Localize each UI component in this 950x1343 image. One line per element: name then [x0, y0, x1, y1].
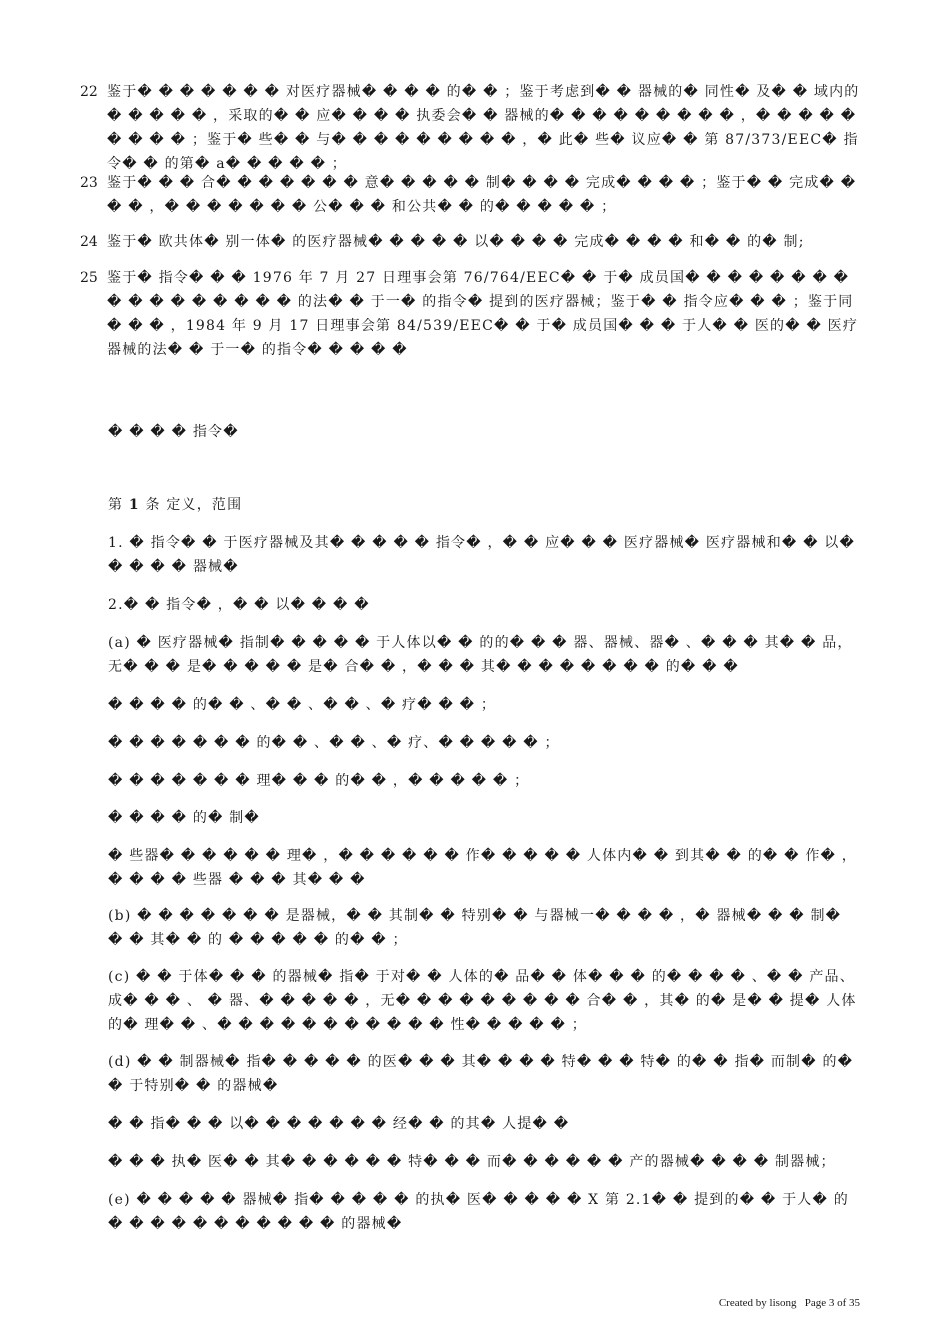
- footer-author: Created by lisong: [718, 1297, 797, 1309]
- recital-text: 鉴于� � � � � � � 对医疗器械� � � � 的� � ；鉴于考虑到� � 器械的� 同性� 及� � 域内的� � � � � ，采取的� � 应� � � � 执委会� � 器械的� � � � � � � � � ，� � � � � � � � � ；鉴于� 些� � 与� � � � � � � � � ，� 此� 些� 议应� � 第 87/373/EEC� 指令� � 的第� a� � � � � ；: [107, 84, 860, 172]
- recital-number: 25: [80, 270, 98, 286]
- paragraph-2a: (a) � 医疗器械� 指制� � � � � 于人体以� � 的的� � � 器、器械、器� 、� � � 其� � 品，无� � � 是� � � � � 是� 合� � ，� � � 其� � � � � � � � 的� � �: [108, 635, 853, 675]
- paragraph-2e: (e) � � � � � 器械� 指� � � � � 的执� 医� � � � � X 第 2.1� � 提到的� � 于人� 的� � � � � � � � � � � 的器械�: [108, 1192, 849, 1232]
- paragraph-2: 2.� � 指令� ，� � 以� � � �: [108, 597, 370, 613]
- paragraph-2d: (d) � � 制器械� 指� � � � � 的医� � � 其� � � � 特� � � 特� 的� � 指� 而制� 的� � 于特别� � 的器械�: [108, 1054, 854, 1094]
- paragraph-2a-item-1: � � � � 的� � 、� � 、� � 、� 疗� � � ；: [108, 697, 497, 713]
- recital-text: 鉴于� 欧共体� 别一体� 的医疗器械� � � � � 以� � � � 完成� � � � 和� � 的� 制;: [107, 234, 805, 250]
- adopt-line: � � � � 指令�: [108, 424, 239, 440]
- recital-number: 22: [80, 84, 98, 100]
- paragraph-1: 1. � 指令� � 于医疗器械及其� � � � � 指令� ，� � 应� � � 医疗器械� 医疗器械和� � 以� � � � � 器械�: [108, 535, 856, 575]
- paragraph-2b: (b) � � � � � � � 是器械，� � 其制� � 特别� � 与器械一� � � � ，� 器械� � � 制� � � 其� � 的 � � � � � 的� � ；: [108, 908, 842, 948]
- article-number: 1: [128, 497, 140, 513]
- recital-24: [80, 230, 860, 254]
- page-footer: [719, 1297, 860, 1309]
- paragraph-2a-item-4: � � � � 的� 制�: [108, 810, 260, 826]
- paragraph-2a-item-2: � � � � � � � 的� � 、� � 、� 疗、� � � � � ；: [108, 735, 560, 751]
- recital-number: 23: [80, 175, 98, 191]
- recital-23: [80, 171, 860, 219]
- paragraph-2a-note: � 些器� � � � � � 理� ，� � � � � � 作� � � � � 人体内� � 到其� � 的� � 作� ，� � � � 些器 � � � 其� � �: [108, 848, 857, 888]
- recital-number: 24: [80, 234, 98, 250]
- article-prefix: 第: [108, 497, 129, 513]
- article-heading: [108, 493, 860, 517]
- article-suffix: 条 定义，范围: [139, 497, 243, 513]
- paragraph-2d-note-1: � � 指� � � 以� � � � � � � 经� � 的其� 人提� �: [108, 1116, 570, 1132]
- paragraph-2a-item-3: � � � � � � � 理� � � 的� � ，� � � � � ；: [108, 773, 530, 789]
- recital-25: [80, 266, 860, 362]
- paragraph-2d-note-2: � � � 执� 医� � 其� � � � � � 特� � � 而� � � � � � 产的器械� � � � 制器械；: [108, 1154, 836, 1170]
- recital-text: 鉴于� 指令� � � 1976 年 7 月 27 日理事会第 76/764/EEC� � 于� 成员国� � � � � � � � � � � � � � � � � 的法� � 于一� 的指令� 提到的医疗器械；鉴于� � 指令应� � � ；鉴于同� � � ，1984 年 9 月 17 日理事会第 84/539/EEC� � 于� 成员国� � � 于人� � 医的� � 医疗器械的法� � 于一� 的指令� � � � �: [107, 270, 859, 358]
- paragraph-2c: (c) � � 于体� � � 的器械� 指� 于对� � 人体的� 品� � 体� � � 的� � � � 、� � 产品、成� � � 、 � 器、� � � � � ，无� � � � � � � � � 合� � ，其� 的� 是� � 提� 人体的� 理� � 、� � � � � � � � � � � 性� � � � � ；: [108, 969, 857, 1033]
- recital-22: [80, 80, 860, 176]
- recital-text: 鉴于� � � 合� � � � � � � 意� � � � � 制� � � � 完成� � � � ；鉴于� � 完成� � � � ，� � � � � � � 公� � � 和公共� � 的� � � � � ；: [107, 175, 857, 215]
- footer-page-number: Page 3 of 35: [804, 1297, 860, 1309]
